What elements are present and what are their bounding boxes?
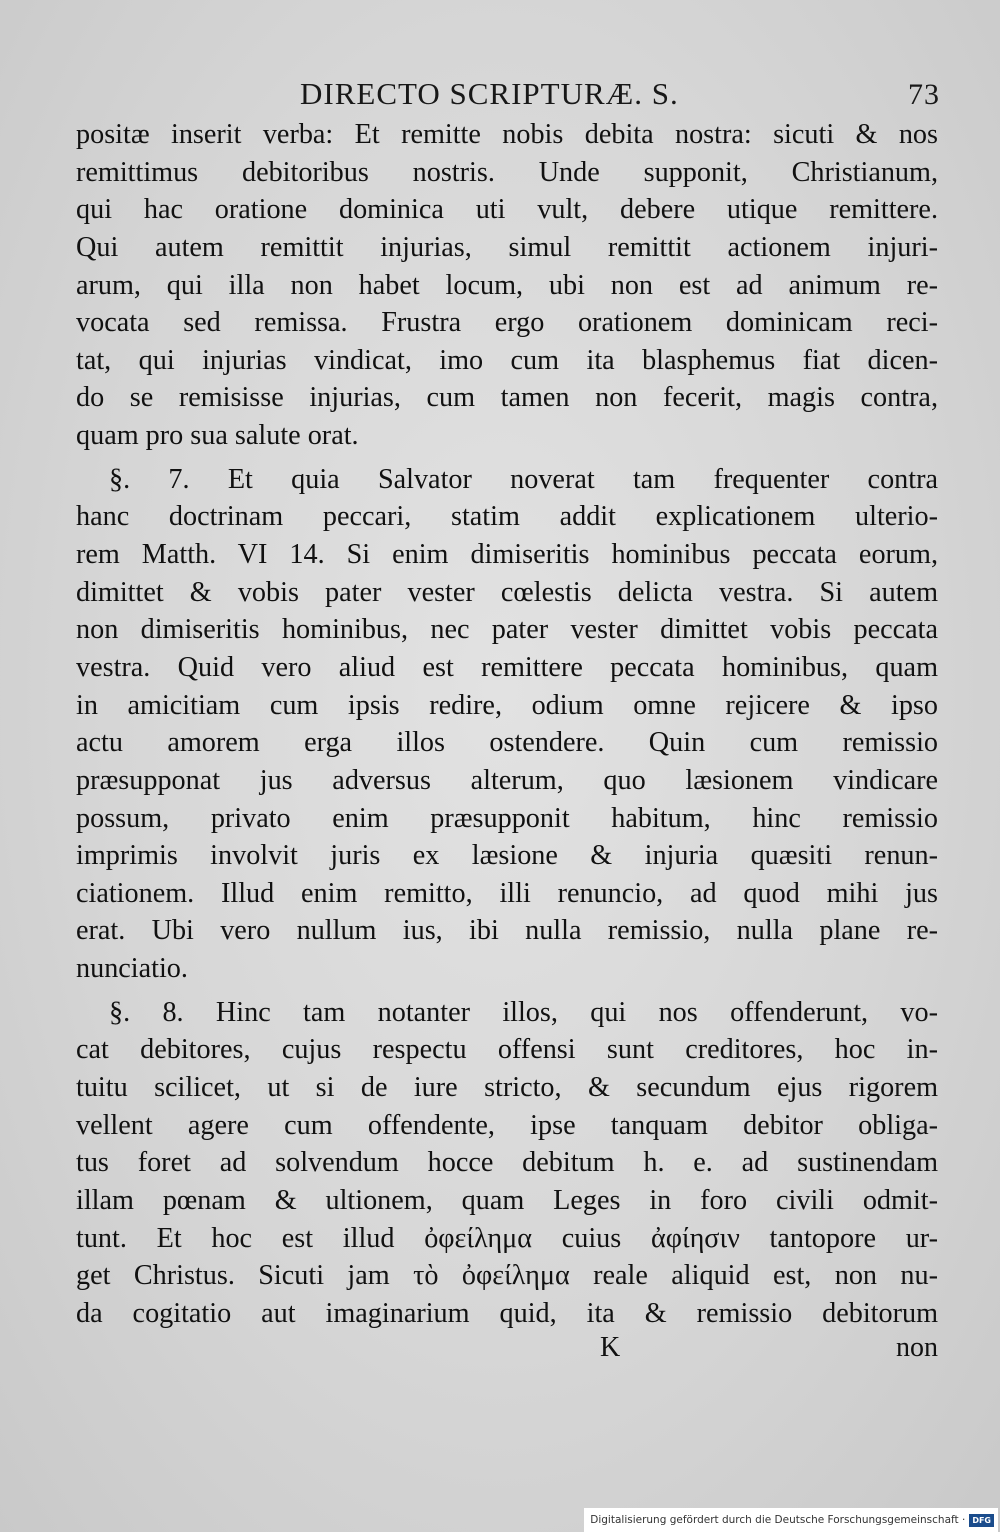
text-line: illam pœnam & ultionem, quam Leges in foro civili odmit- xyxy=(76,1184,938,1216)
dfg-logo: DFG xyxy=(969,1514,994,1527)
text-line: cat debitores, cujus respectu offensi sunt creditores, hoc in- xyxy=(76,1034,938,1066)
text-line: da cogitatio aut imaginarium quid, ita & remissio debitorum xyxy=(76,1297,938,1329)
credit-text: Digitalisierung gefördert durch die Deutsche Forschungsgemeinschaft · xyxy=(590,1514,966,1526)
text-line: tus foret ad solvendum hocce debitum h. e. ad sustinendam xyxy=(76,1147,938,1179)
digitization-credit xyxy=(584,1508,998,1532)
text-line: Qui autem remittit injurias, simul remittit actionem injuri- xyxy=(76,231,938,263)
running-title: DIRECTO SCRIPTURÆ. S. xyxy=(300,76,679,111)
text-line: rem Matth. VI 14. Si enim dimiseritis hominibus peccata eorum, xyxy=(76,539,938,571)
text-line: remittimus debitoribus nostris. Unde supponit, Christianum, xyxy=(76,156,938,188)
text-line: præsupponat jus adversus alterum, quo læsionem vindicare xyxy=(76,764,938,796)
text-line: hanc doctrinam peccari, statim addit explicationem ulterio- xyxy=(76,501,938,533)
signature-mark: K xyxy=(600,1332,621,1363)
text-line: §. 7. Et quia Salvator noverat tam frequenter contra xyxy=(109,463,938,495)
page-number: 73 xyxy=(908,78,940,111)
text-line: possum, privato enim præsupponit habitum, hinc remissio xyxy=(76,802,938,834)
text-line: §. 8. Hinc tam notanter illos, qui nos offenderunt, vo- xyxy=(109,996,938,1028)
text-line: positæ inserit verba: Et remitte nobis debita nostra: sicuti & nos xyxy=(76,119,938,150)
text-line: qui hac oratione dominica uti vult, debere utique remittere. xyxy=(76,194,938,226)
text-line: imprimis involvit juris ex læsione & injuria quæsiti renun- xyxy=(76,840,938,872)
text-line: actu amorem erga illos ostendere. Quin cum remissio xyxy=(76,727,938,759)
text-line: tuitu scilicet, ut si de iure stricto, & secundum ejus rigorem xyxy=(76,1072,938,1104)
text-line: vocata sed remissa. Frustra ergo orationem dominicam reci- xyxy=(76,307,938,339)
text-line: vellent agere cum offendente, ipse tanquam debitor obliga- xyxy=(76,1109,938,1141)
text-line: arum, qui illa non habet locum, ubi non est ad animum re- xyxy=(76,269,938,301)
text-line: do se remisisse injurias, cum tamen non fecerit, magis contra, xyxy=(76,382,938,414)
page-header xyxy=(300,76,940,116)
text-line: erat. Ubi vero nullum ius, ibi nulla remissio, nulla plane re- xyxy=(76,915,938,947)
catchword: non xyxy=(896,1332,938,1363)
text-line: ciationem. Illud enim remitto, illi renuncio, ad quod mihi jus xyxy=(76,877,938,909)
text-line: tunt. Et hoc est illud ὀφείλημα cuius ἀφίησιν tantopore ur- xyxy=(76,1222,938,1254)
text-line: get Christus. Sicuti jam τὸ ὀφείλημα reale aliquid est, non nu- xyxy=(76,1260,938,1292)
text-line: non dimiseritis hominibus, nec pater vester dimittet vobis peccata xyxy=(76,614,938,646)
text-line: tat, qui injurias vindicat, imo cum ita blasphemus fiat dicen- xyxy=(76,344,938,376)
text-line: nunciatio. xyxy=(76,953,188,985)
text-line: quam pro sua salute orat. xyxy=(76,420,359,452)
body-text xyxy=(76,116,938,1333)
text-line: dimittet & vobis pater vester cœlestis delicta vestra. Si autem xyxy=(76,576,938,608)
page-footer xyxy=(76,1332,938,1366)
text-line: in amicitiam cum ipsis redire, odium omne rejicere & ipso xyxy=(76,689,938,721)
text-line: vestra. Quid vero aliud est remittere peccata hominibus, quam xyxy=(76,651,938,683)
